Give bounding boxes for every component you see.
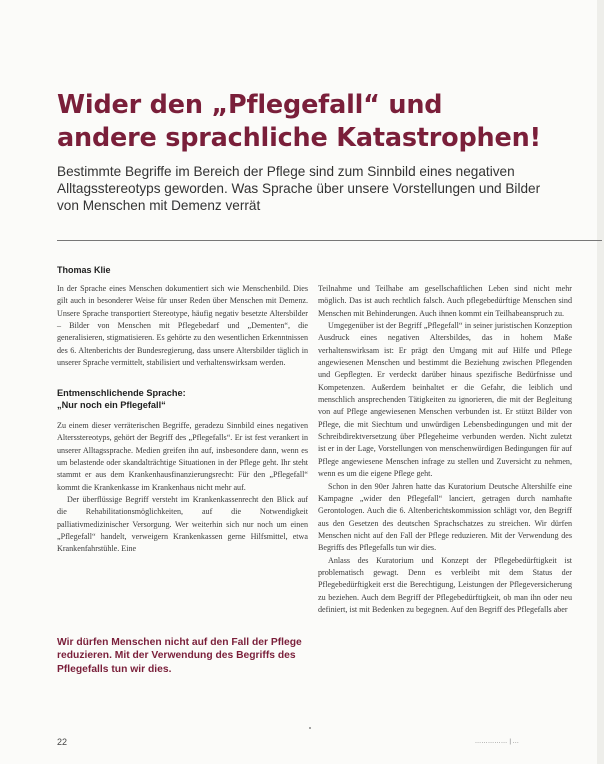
divider xyxy=(57,240,602,241)
column-left-top xyxy=(57,283,308,369)
paragraph: In der Sprache eines Menschen dokumentiert sich wie Menschenbild. Dies gilt auch in besonderer Weise für unser Reden über Menschen mit Demenz. Unsere Sprache transportiert Stereotype, häufig negativ besetzte Altersbilder – Bilder von Menschen mit Pflegebedarf und „Dementen“, die generalisieren, stigmatisieren. Es gehörte zu den wesentlichen Erkenntnissen des 6. Altenberichts der Bundesregierung, dass unsere Altersbilder täglich in unserer Sprache vermittelt, stabilisiert und verhaltenswirksam werden. xyxy=(57,284,308,368)
column-right xyxy=(318,283,572,616)
paragraph: Zu einem dieser verräterischen Begriffe, geradezu Sinnbild eines negativen Altersstereotyps, gehört der Begriff des „Pflegefalls“. Er ist fest verankert in unserer Alltagssprache. Medien greifen ihn auf, insbesondere dann, wenn es um belastende oder skandalträchtige Situationen in der Pflege geht. Ihr steht stammt er aus dem Krankenhausfinanzierungsrecht: Für den „Pflegefall“ kommt die Krankenkasse im Krankenhaus nicht mehr auf. xyxy=(57,421,308,492)
footer-text: …………… | … xyxy=(475,738,520,745)
page-edge xyxy=(597,0,604,764)
paragraph: Anlass des Kuratorium und Konzept der Pflegebedürftigkeit ist problematisch gewagt. Denn es verbleibt mit dem Status der Pflegebedürftigkeit erst die Berechtigung, Leistungen der Pflegeversicherung zu beziehen. Auch dem Begriff der Pflegebedürftigkeit, ob man ihn oder neu definiert, ist mit Bedenken zu begegnen. Auf den Begriff des Pflegefalls aber xyxy=(318,555,572,614)
author-name: Thomas Klie xyxy=(57,265,111,275)
article-lead: Bestimmte Begriffe im Bereich der Pflege sind zum Sinnbild eines negativen Alltagsstereotyps geworden. Was Sprache über unsere Vorstellungen und Bilder von Menschen mit Demenz verrät xyxy=(57,164,541,213)
subheading xyxy=(57,388,308,411)
article-title xyxy=(57,89,587,155)
paragraph: Schon in den 90er Jahren hatte das Kuratorium Deutsche Altershilfe eine Kampagne „wider den Pflegefall“ lanciert, getragen durch namhafte Gerontologen. Auch die 6. Altenberichtskommission schlägt vor, den Begriff aus den Gesetzen des deutschen Sprachschatzes zu streichen. Wir dürfen Menschen nicht auf den Fall der Pflege reduzieren. Mit der Verwendung des Begriffs des Pflegefalls tun wir dies. xyxy=(318,481,572,553)
subheading-line-1: Entmenschlichende Sprache: xyxy=(57,388,186,398)
pull-quote: Wir dürfen Menschen nicht auf den Fall der Pflege reduzieren. Mit der Verwendung des Begriffs des Pflegefalls tun wir dies. xyxy=(57,637,302,675)
page-number: 22 xyxy=(57,737,68,747)
paragraph: Umgegenüber ist der Begriff „Pflegefall“ in seiner juristischen Konzeption Ausdruck eines negativen Altersbildes, das in hohem Maße verhaltenswirksam ist: Er prägt den Umgang mit auf Hilfe und Pflege angewiesenen Menschen und bestimmt die Beziehung zwischen Pflegenden und Gepflegten. Er verdeckt darüber hinaus spezifische Bedürfnisse und Kompetenzen. Außerdem beinhaltet er die Gefahr, die leiblich und menschlich ansprechenden Tätigkeiten zu ignorieren, die mit der Begleitung von auf Pflege angewiesenen Menschen verbunden ist. Er stützt Bilder von Pflege, die mit Siechtum und unwürdigen Lebensbedingungen und mit der Schreibdirektversetzung über Pflegeheime verbunden werden. Nicht zuletzt ist er in der Lage, Vorstellungen von menschenwürdigen Bedingungen für auf Pflege angewiesene Menschen infrage zu stellen und Zuversicht zu nehmen, wenn es um die eigene Pflege geht. xyxy=(318,321,572,479)
title-line-2: andere sprachliche Katastrophen! xyxy=(57,123,541,153)
paragraph: Teilnahme und Teilhabe am gesellschaftlichen Leben sind nicht mehr möglich. Das ist auch rechtlich falsch. Auch pflegebedürftige Menschen sind Menschen mit Behinderungen. Auch ihnen kommt ein Teilhabeanspruch zu. xyxy=(318,284,572,318)
title-line-1: Wider den „Pflegefall“ und xyxy=(57,90,443,120)
column-left-bottom xyxy=(57,420,308,556)
page-marker xyxy=(309,727,311,729)
subheading-line-2: „Nur noch ein Pflegefall“ xyxy=(57,399,166,410)
paragraph: Der überflüssige Begriff versteht im Krankenkassenrecht den Blick auf die Rehabilitationsmöglichkeiten, auf die Notwendigkeit palliativmedizinischer Versorgung. Wer weiterhin sich nur noch um einen „Pflegefall“ handelt, verweigern Krankenkassen gerne Hilfsmittel, etwa Krankenfahrstühle. Eine xyxy=(57,495,308,554)
